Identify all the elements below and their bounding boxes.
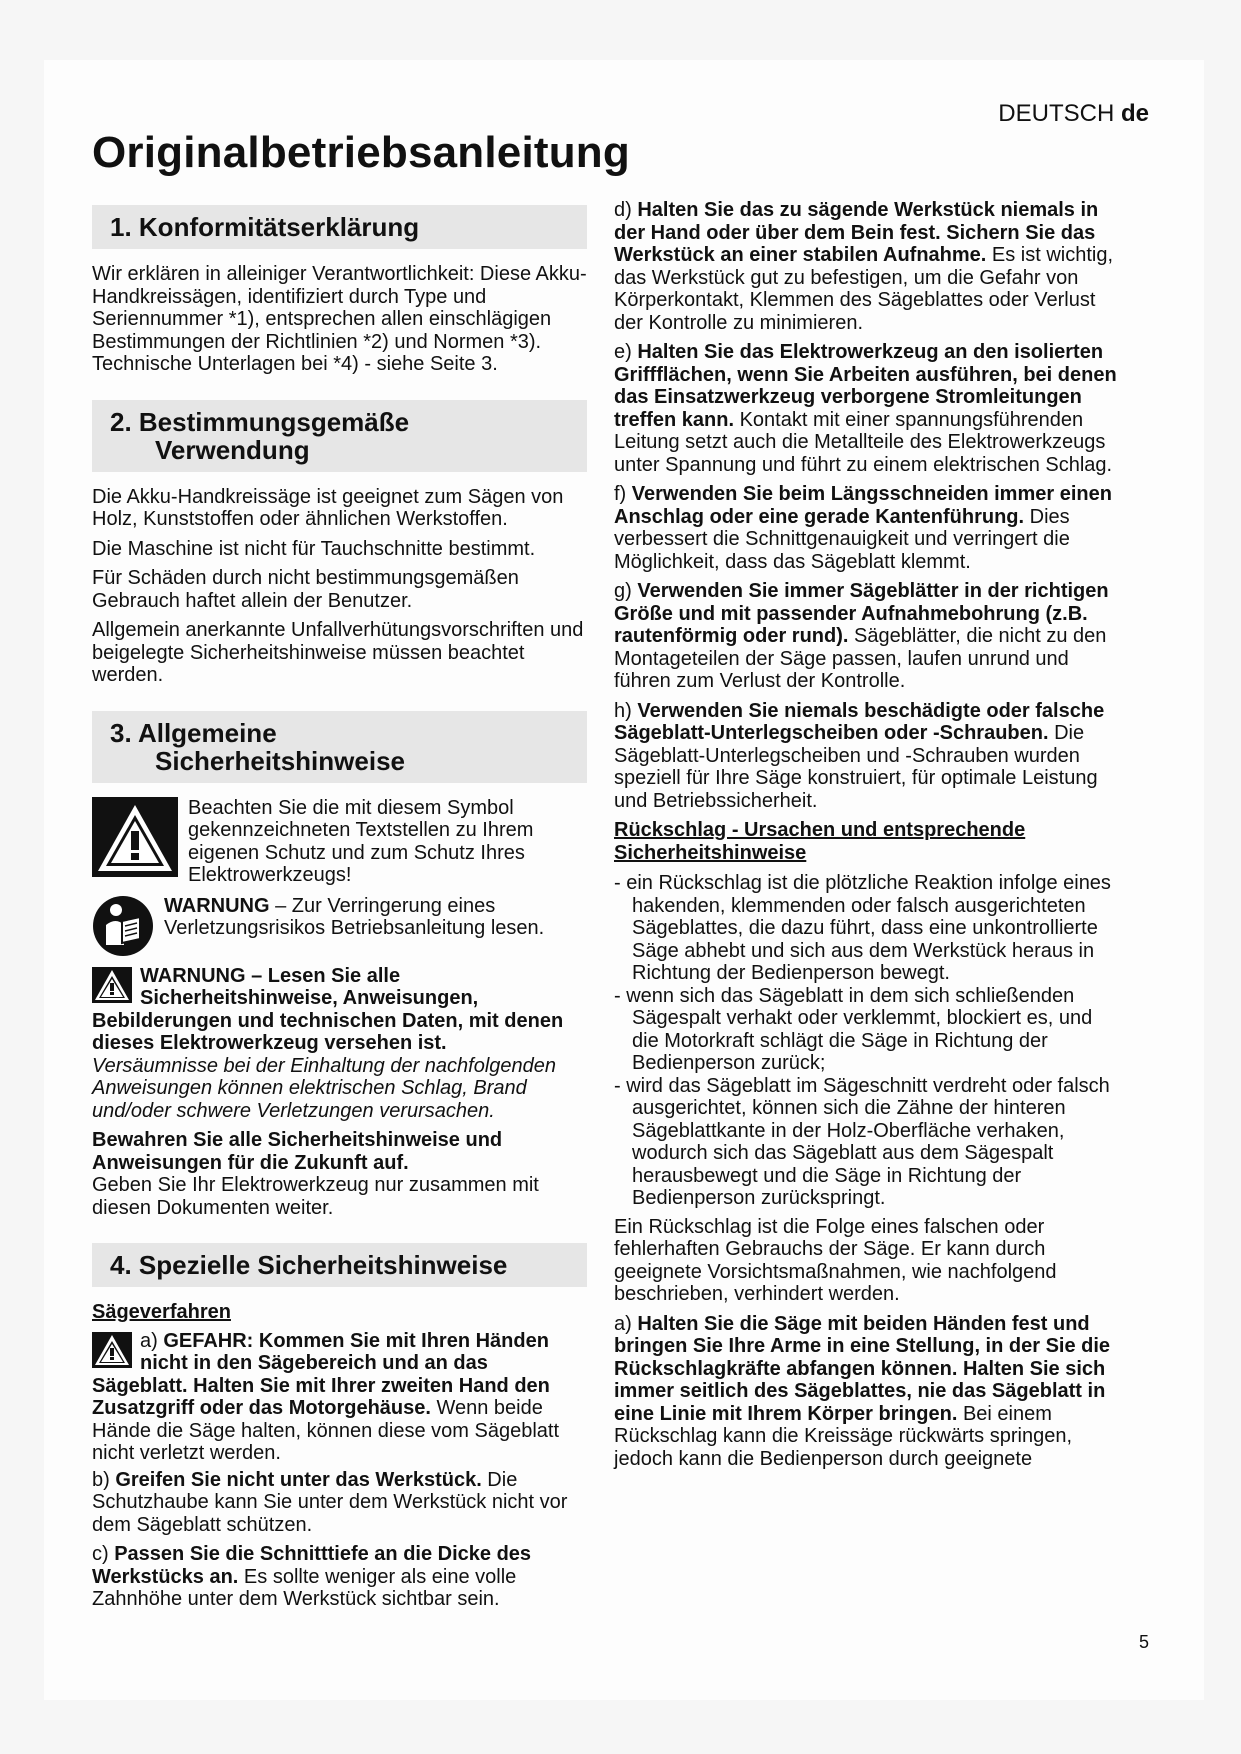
- usage-text-3: Für Schäden durch nicht bestimmungsgemäßen Gebrauch haftet allein der Benutzer.: [92, 567, 519, 612]
- rule-e: e) Halten Sie das Elektrowerkzeug an den isolierten Griffflächen, wenn Sie Arbeiten ausführen, bei denen das Einsatzwerkzeug verborgene Stromleitungen treffen kann. Kontakt mit einer spannungsführenden Leitung setzt auch die Metallteile des Elektrowerkzeugs unter Spannung und führt zu einem elektrischen Schlag.: [614, 341, 1117, 476]
- page-title: Originalbetriebsanleitung: [92, 128, 630, 177]
- usage-text-1: Die Akku-Handkreissäge ist geeignet zum Sägen von Holz, Kunststoffen oder ähnlichen Werkstoffen.: [92, 485, 564, 530]
- kickback-summary: Ein Rückschlag ist die Folge eines falschen oder fehlerhaften Gebrauchs der Säge. Er kann durch geeignete Vorsichtsmaßnahmen, wie nachfolgend beschrieben, verhindert werden.: [614, 1215, 1057, 1305]
- list-item: - wird das Sägeblatt im Sägeschnitt verdreht oder falsch ausgerichtet, können sich die Zähne der hinteren Sägeblattkante in der Holz-Oberfläche verhaken, wodurch sich das Sägeblatt aus dem Sägespalt herausbewegt und die Säge in Richtung der Bedienperson zurückspringt.: [614, 1074, 1110, 1209]
- rule-g: g) Verwenden Sie immer Sägeblätter in der richtigen Größe und mit passender Aufnahmebohrung (z.B. rautenförmig oder rund). Sägeblätter, die nicht zu den Montageteilen der Säge passen, laufen unrund und führen zum Verlust der Kontrolle.: [614, 580, 1109, 692]
- warning-triangle-icon: [92, 1332, 132, 1368]
- usage-text-2: Die Maschine ist nicht für Tauchschnitte bestimmt.: [92, 537, 536, 560]
- rule-d: d) Halten Sie das zu sägende Werkstück niemals in der Hand oder über dem Bein fest. Sichern Sie das Werkstück an einer stabilen Aufnahme. Es ist wichtig, das Werkstück gut zu befestigen, um die Gefahr von Körperkontakt, Klemmen des Sägeblattes oder Verlust der Kontrolle zu minimieren.: [614, 199, 1114, 334]
- section-4-heading: 4. Spezielle Sicherheitshinweise: [92, 1243, 587, 1287]
- conformity-text: Wir erklären in alleiniger Verantwortlichkeit: Diese Akku-Handkreissägen, identifiziert durch Type und Seriennummer *1), entsprechen allen einschlägigen Bestimmungen der Richtlinien *2) und Normen *3). Technische Unterlagen bei *4) - siehe Seite 3.: [92, 263, 587, 375]
- section-2-heading: 2. Bestimmungsgemäße Verwendung: [92, 400, 587, 472]
- page-number: 5: [1138, 1632, 1149, 1652]
- rule-b: b) Greifen Sie nicht unter das Werkstück. Die Schutzhaube kann Sie unter dem Werkstück nicht vor dem Sägeblatt schützen.: [92, 1468, 568, 1536]
- read-manual-icon: [92, 895, 154, 957]
- warning-triangle-icon: [92, 967, 132, 1003]
- rule-a: a) GEFAHR: Kommen Sie mit Ihren Händen nicht in den Sägebereich und an das Sägeblatt. Halten Sie mit Ihrer zweiten Hand den Zusatzgriff oder das Motorgehäuse. Wenn beide Hände die Säge halten, können diese vom Sägeblatt nicht verletzt werden.: [92, 1329, 560, 1464]
- subheading-kickback: Rückschlag - Ursachen und entsprechende Sicherheitshinweise: [614, 819, 1026, 864]
- usage-text-4: Allgemein anerkannte Unfallverhütungsvorschriften und beigelegte Sicherheitshinweise müssen beachtet werden.: [92, 619, 584, 686]
- section-3-heading: 3. Allgemeine Sicherheitshinweise: [92, 711, 587, 783]
- symbol-note: [92, 797, 587, 887]
- general-warning: [92, 965, 587, 1123]
- warning-triangle-icon: [92, 797, 178, 877]
- manual-warning: [92, 895, 587, 957]
- right-column: [614, 199, 1124, 1477]
- language-label: DEUTSCH de: [998, 100, 1149, 127]
- symbol-note-text: Beachten Sie die mit diesem Symbol gekennzeichneten Textstellen zu Ihrem eigenen Schutz und zum Schutz Ihres Elektrowerkzeugs!: [188, 796, 534, 886]
- rule-f: f) Verwenden Sie beim Längsschneiden immer einen Anschlag oder eine gerade Kantenführung. Dies verbessert die Schnittgenauigkeit und verringert die Möglichkeit, dass das Sägeblatt klemmt.: [614, 483, 1112, 573]
- kickback-list: [614, 872, 1124, 1210]
- subheading-saw-procedure: Sägeverfahren: [92, 1301, 231, 1323]
- list-item: - ein Rückschlag ist die plötzliche Reaktion infolge eines hakenden, klemmenden oder falsch ausgerichteten Sägeblattes, die dazu führt, dass eine unkontrollierte Säge abhebt und sich aus dem Werkstück heraus in Richtung der Bedienperson bewegt.: [614, 872, 1111, 984]
- left-column: [92, 205, 587, 1618]
- kickback-rule-a: a) Halten Sie die Säge mit beiden Händen fest und bringen Sie Ihre Arme in eine Stellung, in der Sie die Rückschlagkräfte abfangen können. Halten Sie sich immer seitlich des Sägeblattes, nie das Sägeblatt in eine Linie mit Ihrem Körper bringen. Bei einem Rückschlag kann die Kreissäge rückwärts springen, jedoch kann die Bedienperson durch geeignete: [614, 1312, 1111, 1470]
- keep-instructions: Bewahren Sie alle Sicherheitshinweise und Anweisungen für die Zukunft auf. Geben Sie Ihr Elektrowerkzeug nur zusammen mit diesen Dokumenten weiter.: [92, 1129, 539, 1219]
- general-warning-italic: Versäumnisse bei der Einhaltung der nachfolgenden Anweisungen können elektrischen Schlag, Brand und/oder schwere Verletzungen verursachen.: [92, 1054, 557, 1122]
- manual-warning-text: WARNUNG – Zur Verringerung eines Verletzungsrisikos Betriebsanleitung lesen.: [164, 894, 545, 939]
- rule-c: c) Passen Sie die Schnitttiefe an die Dicke des Werkstücks an. Es sollte weniger als eine volle Zahnhöhe unter dem Werkstück sichtbar sein.: [92, 1543, 532, 1610]
- section-1-heading: 1. Konformitätserklärung: [92, 205, 587, 249]
- general-warning-bold: WARNUNG – Lesen Sie alle Sicherheitshinweise, Anweisungen, Bebilderungen und technischen Daten, mit denen dieses Elektrowerkzeug versehen ist.: [92, 964, 564, 1054]
- rule-h: h) Verwenden Sie niemals beschädigte oder falsche Sägeblatt-Unterlegscheiben oder -Schrauben. Die Sägeblatt-Unterlegscheiben und -Schrauben wurden speziell für Ihre Säge konstruiert, für optimale Leistung und Betriebssicherheit.: [614, 699, 1105, 812]
- list-item: - wenn sich das Sägeblatt in dem sich schließenden Sägespalt verhakt oder verklemmt, blockiert es, und die Motorkraft schlägt die Säge in Richtung der Bedienperson zurück;: [614, 984, 1093, 1074]
